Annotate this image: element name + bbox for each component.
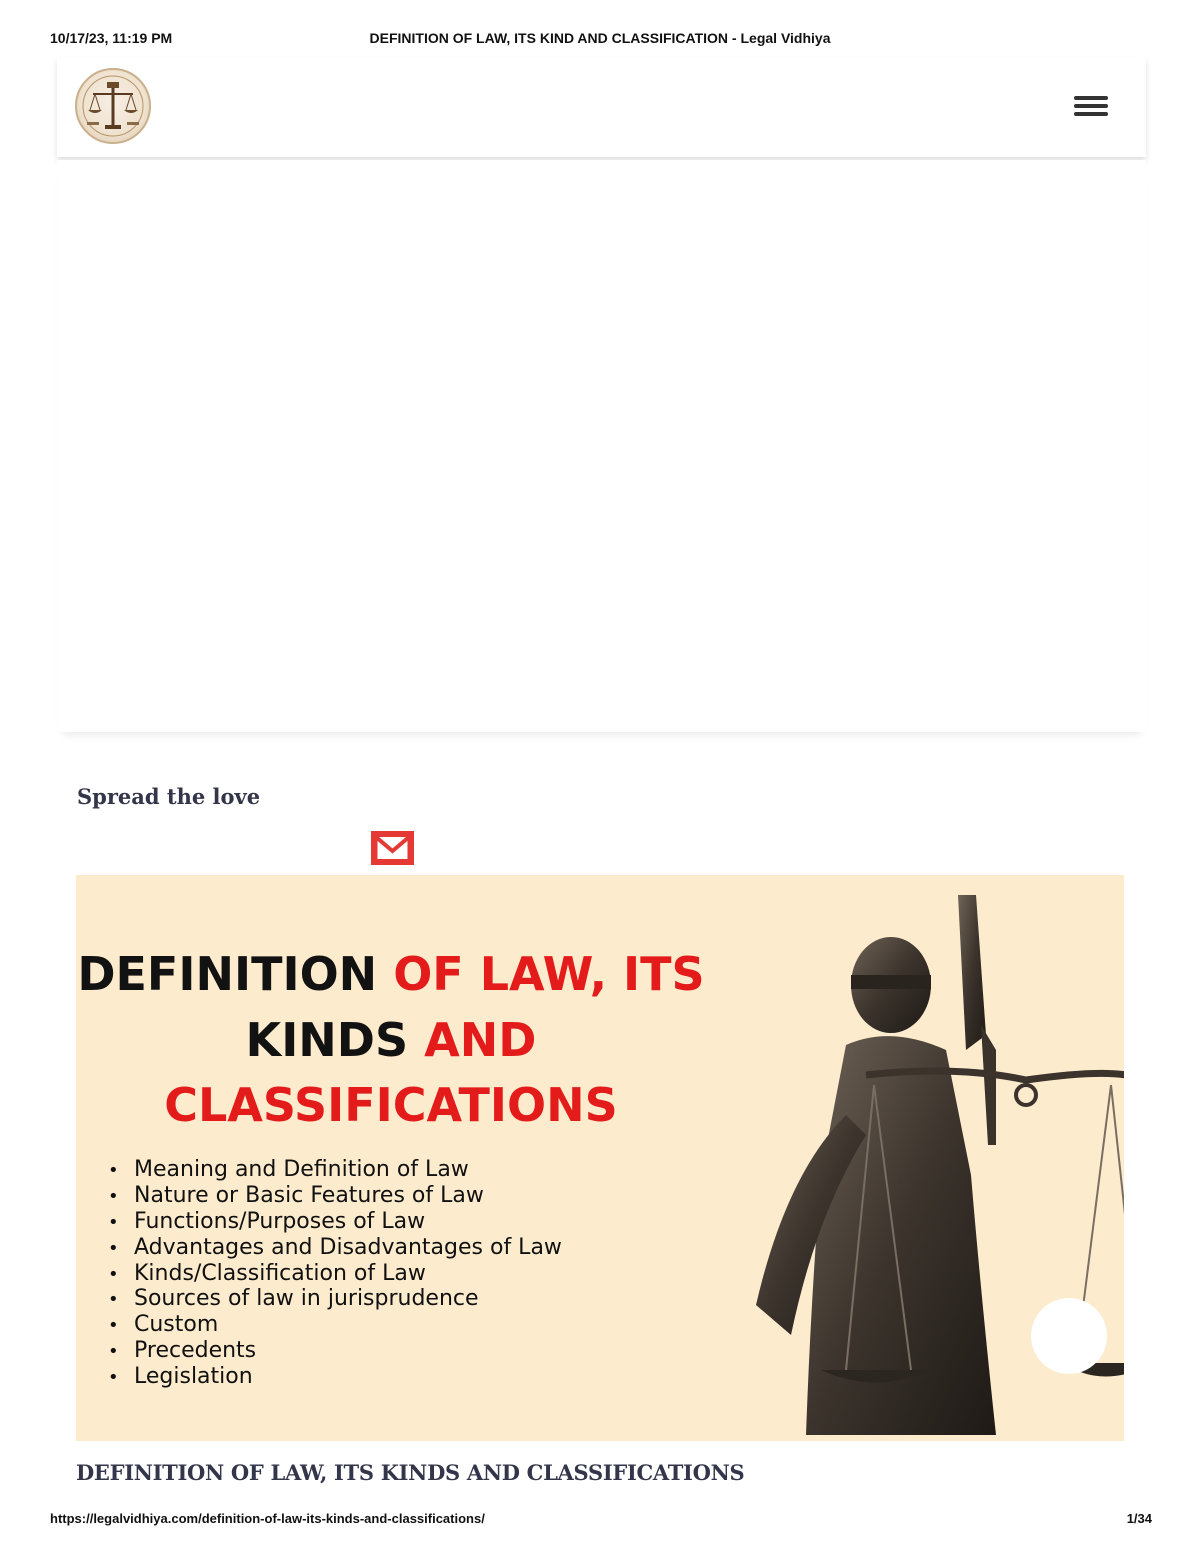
list-item: • Meaning and Definition of Law: [108, 1157, 469, 1182]
hero-title-text: KINDS: [245, 1013, 425, 1067]
list-item: • Sources of law in jurisprudence: [108, 1286, 479, 1312]
print-datetime: 10/17/23, 11:19 PM: [50, 30, 173, 46]
menu-bar: [1074, 112, 1108, 116]
featured-image: [76, 875, 1124, 1441]
print-page-number: 1/34: [1126, 1511, 1152, 1526]
ad-placeholder: [57, 160, 1146, 732]
article-heading: DEFINITION OF LAW, ITS KINDS AND CLASSIFICATIONS: [76, 1460, 745, 1486]
site-header: [57, 57, 1146, 157]
bullet-icon: •: [108, 1237, 119, 1259]
hero-title-line-2: [76, 1013, 706, 1067]
spread-the-love-label: Spread the love: [77, 784, 261, 809]
scales-of-justice-logo: [77, 70, 149, 142]
hero-title-line-3: CLASSIFICATIONS: [164, 1078, 618, 1132]
hero-title-line-1: [76, 947, 706, 1001]
gmail-share-button[interactable]: [371, 831, 414, 865]
scroll-to-top-button[interactable]: [1031, 1298, 1107, 1374]
list-item: • Advantages and Disadvantages of Law: [108, 1234, 562, 1260]
list-item: • Nature or Basic Features of Law: [108, 1182, 484, 1208]
menu-bar: [1074, 96, 1108, 100]
list-item: • Legislation: [108, 1364, 253, 1390]
bullet-icon: •: [108, 1289, 119, 1311]
hero-topic-list: [108, 1157, 562, 1390]
print-page-title: DEFINITION OF LAW, ITS KIND AND CLASSIFICATION - Legal Vidhiya: [369, 30, 831, 46]
list-item: • Custom: [108, 1312, 219, 1338]
hero-title-text-red: OF LAW, ITS: [393, 947, 705, 1001]
gmail-icon: [371, 831, 414, 865]
menu-bar: [1074, 104, 1108, 108]
bullet-icon: •: [108, 1263, 119, 1285]
bullet-icon: •: [108, 1341, 119, 1363]
bullet-icon: •: [108, 1185, 119, 1207]
hamburger-menu-icon[interactable]: [1072, 93, 1110, 121]
bullet-icon: •: [108, 1315, 119, 1337]
list-item: • Kinds/Classification of Law: [108, 1260, 426, 1286]
bullet-icon: •: [108, 1367, 119, 1389]
hero-title-text-red: AND: [424, 1013, 537, 1067]
hero-title-text: DEFINITION: [77, 947, 394, 1001]
list-item: • Precedents: [108, 1338, 257, 1364]
article: [57, 770, 1146, 1495]
site-logo[interactable]: [75, 68, 151, 144]
list-item: • Functions/Purposes of Law: [108, 1208, 426, 1234]
print-url: https://legalvidhiya.com/definition-of-law-its-kinds-and-classifications/: [50, 1511, 485, 1526]
bullet-icon: •: [108, 1160, 119, 1181]
bullet-icon: •: [108, 1211, 119, 1233]
